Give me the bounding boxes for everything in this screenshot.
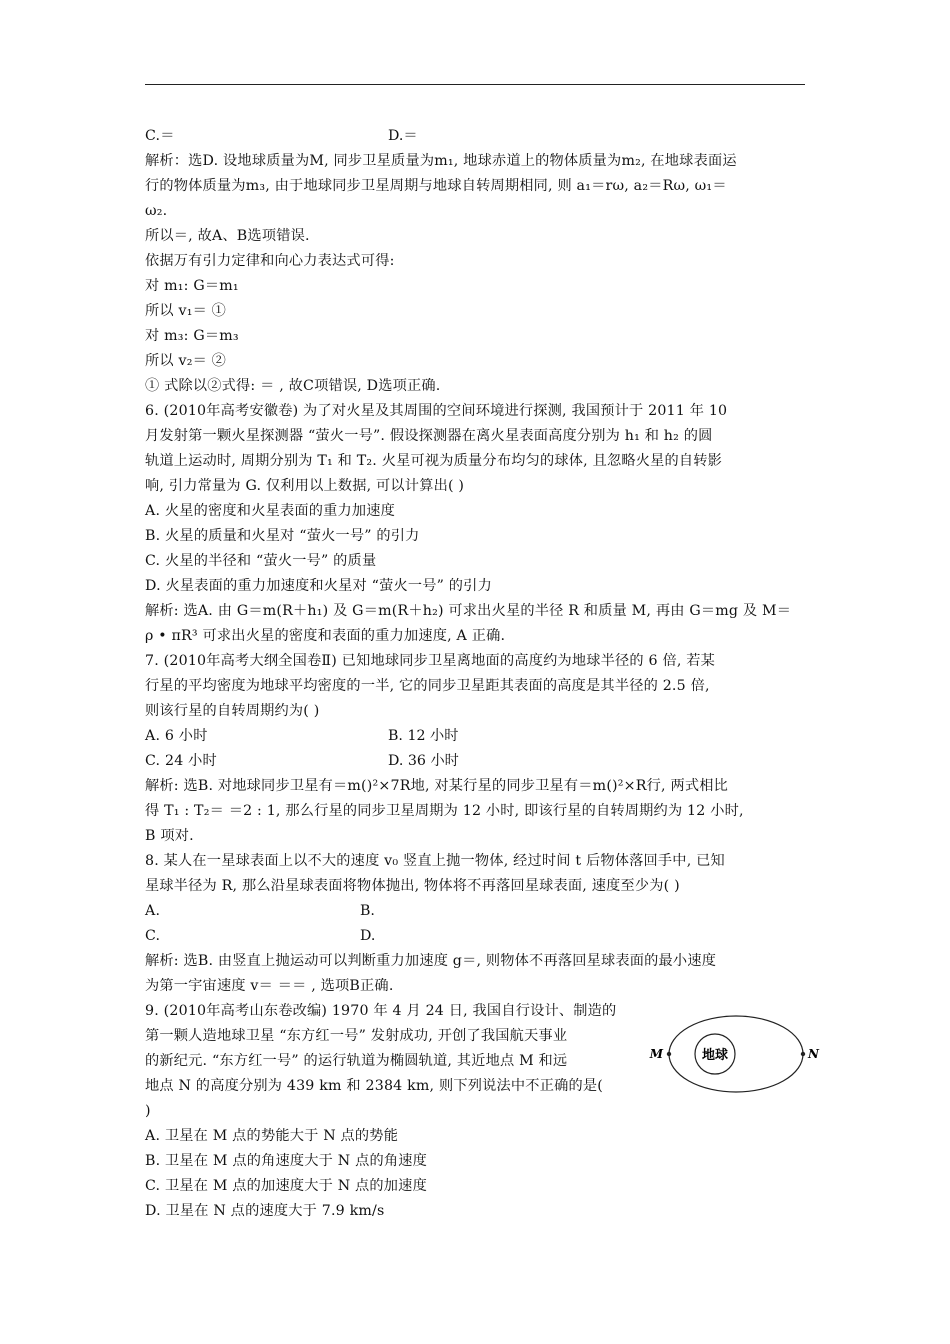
option-d: D. 36 小时 [388, 753, 459, 769]
text-line: B 项对. [145, 828, 194, 844]
option-b: B. 12 小时 [388, 728, 459, 744]
question-9: 9. (2010年高考山东卷改编) 1970 年 4 月 24 日, 我国自行设计、制造的 [145, 1003, 617, 1019]
option-c: C. 24 小时 [145, 753, 217, 769]
text-line: 月发射第一颗火星探测器 “萤火一号”. 假设探测器在离火星表面高度分别为 h₁ 和 h₂ 的圆 [145, 428, 713, 444]
text-line: 解析: 选A. 由 G＝m(R＋h₁) 及 G＝m(R＋h₂) 可求出火星的半径 R 和质量 M, 再由 G＝mg 及 M＝ [145, 603, 792, 619]
text-line: C.＝ [145, 128, 175, 144]
orbit-diagram [649, 1010, 819, 1098]
point-n-label: N [808, 1047, 819, 1061]
text-line: 解析: 选B. 对地球同步卫星有＝m()²×7R地, 对某行星的同步卫星有＝m()²×R行, 两式相比 [145, 778, 729, 794]
option-a: A. 6 小时 [145, 728, 208, 744]
text-line: 得 T₁ : T₂＝ ＝2 : 1, 那么行星的同步卫星周期为 12 小时, 即该行星的自转周期约为 12 小时, [145, 803, 744, 819]
text-line: 所以 v₁＝ ① [145, 303, 227, 319]
text-line: 解析：选D. 设地球质量为M, 同步卫星质量为m₁, 地球赤道上的物体质量为m₂, 在地球表面运 [145, 153, 737, 169]
option-c: C. 火星的半径和 “萤火一号” 的质量 [145, 553, 377, 569]
option-a: A. 卫星在 M 点的势能大于 N 点的势能 [145, 1128, 399, 1144]
text-line: ) [145, 1103, 151, 1119]
earth-label: 地球 [701, 1048, 729, 1063]
option-b: B. 卫星在 M 点的角速度大于 N 点的角速度 [145, 1153, 428, 1169]
option-d: D. 卫星在 N 点的速度大于 7.9 km/s [145, 1203, 385, 1219]
text-line: 的新纪元. “东方红一号” 的运行轨道为椭圆轨道, 其近地点 M 和远 [145, 1053, 568, 1069]
text-line: 为第一宇宙速度 v＝ ＝＝ , 选项B正确. [145, 978, 394, 994]
text-line: 行的物体质量为m₃, 由于地球同步卫星周期与地球自转周期相同, 则 a₁＝rω, a₂＝Rω, ω₁＝ [145, 178, 727, 194]
elliptical-orbit [669, 1016, 803, 1092]
point-m-label: M [649, 1047, 663, 1061]
question-8: 8. 某人在一星球表面上以不大的速度 v₀ 竖直上抛一物体, 经过时间 t 后物体落回手中, 已知 [145, 853, 725, 869]
text-line: 解析: 选B. 由竖直上抛运动可以判断重力加速度 g＝, 则物体不再落回星球表面的最小速度 [145, 953, 717, 969]
option-a: A. [145, 903, 161, 919]
text-line: 对 m₁: G＝m₁ [145, 278, 239, 294]
text-line: 地点 N 的高度分别为 439 km 和 2384 km, 则下列说法中不正确的是( [145, 1078, 603, 1094]
text-line: 行星的平均密度为地球平均密度的一半, 它的同步卫星距其表面的高度是其半径的 2.5 倍, [145, 678, 710, 694]
text-line: 对 m₃: G＝m₃ [145, 328, 239, 344]
option-a: A. 火星的密度和火星表面的重力加速度 [145, 503, 396, 519]
text-line: ① 式除以②式得: ＝ , 故C项错误, D选项正确. [145, 378, 441, 394]
apogee-point [801, 1052, 805, 1056]
option-b: B. 火星的质量和火星对 “萤火一号” 的引力 [145, 528, 420, 544]
header-rule [145, 84, 805, 85]
text-line: 所以 v₂＝ ② [145, 353, 227, 369]
text-line: 依据万有引力定律和向心力表达式可得: [145, 253, 395, 269]
option-d: D. 火星表面的重力加速度和火星对 “萤火一号” 的引力 [145, 578, 492, 594]
text-line: 所以＝, 故A、B选项错误. [145, 228, 310, 244]
option-d: D.＝ [388, 128, 418, 144]
text-line: 轨道上运动时, 周期分别为 T₁ 和 T₂. 火星可视为质量分布均匀的球体, 且忽略火星的自转影 [145, 453, 723, 469]
option-c: C. 卫星在 M 点的加速度大于 N 点的加速度 [145, 1178, 427, 1194]
option-b: B. [360, 903, 375, 919]
question-6: 6. (2010年高考安徽卷) 为了对火星及其周围的空间环境进行探测, 我国预计于 2011 年 10 [145, 403, 728, 419]
text-line: 星球半径为 R, 那么沿星球表面将物体抛出, 物体将不再落回星球表面, 速度至少为( ) [145, 878, 680, 894]
option-c: C. [145, 928, 161, 944]
text-line: ρ • πR³ 可求出火星的密度和表面的重力加速度, A 正确. [145, 628, 506, 644]
option-d: D. [360, 928, 376, 944]
perigee-point [667, 1052, 671, 1056]
text-line: 第一颗人造地球卫星 “东方红一号” 发射成功, 开创了我国航天事业 [145, 1028, 568, 1044]
text-line: 响, 引力常量为 G. 仅利用以上数据, 可以计算出( ) [145, 478, 465, 494]
text-line: 则该行星的自转周期约为( ) [145, 703, 320, 719]
question-7: 7. (2010年高考大纲全国卷Ⅱ) 已知地球同步卫星离地面的高度约为地球半径的 6 倍, 若某 [145, 653, 716, 669]
text-line: ω₂. [145, 203, 168, 219]
